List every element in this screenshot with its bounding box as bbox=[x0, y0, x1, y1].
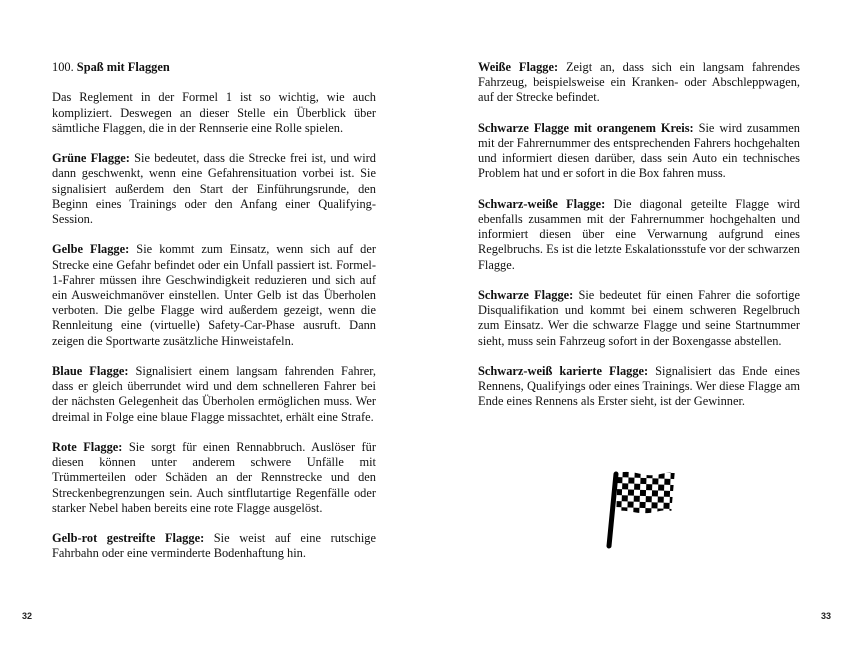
entry-text: Zeigt an, dass sich ein langsam fahrendes Fahrzeug, beispielsweise ein Kranken- oder Abschleppwagen, auf der Strecke befindet. bbox=[478, 60, 800, 105]
entry-black-flag bbox=[478, 288, 800, 349]
entry-black-white-flag bbox=[478, 197, 800, 273]
entry-term: Rote Flagge: bbox=[52, 440, 123, 454]
entry-term: Schwarze Flagge: bbox=[478, 288, 574, 302]
entry-text: Sie sorgt für einen Rennabbruch. Auslöser für diesen können unter anderem schwere Unfälle mit Trümmerteilen oder Schäden an der Rennstrecke und den Streckenbegrenzungen sein. Auch sintflutartige Regenfälle oder starker Nebel haben bereits eine rote Flagge ausgelöst. bbox=[52, 440, 377, 515]
chapter-title: Spaß mit Flaggen bbox=[76, 60, 170, 74]
entry-term: Gelb-rot gestreifte Flagge: bbox=[52, 531, 205, 546]
left-page bbox=[0, 0, 426, 648]
entry-term: Grüne Flagge: bbox=[52, 151, 130, 166]
checkered-flag-icon bbox=[604, 466, 684, 552]
entry-green-flag bbox=[52, 151, 376, 227]
entry-yellow-flag bbox=[52, 242, 376, 348]
entry-blue-flag bbox=[52, 364, 376, 425]
entry-text: Sie bedeutet, dass die Strecke frei ist, und wird dann geschwenkt, wenn eine Gefahrensituation vorbei ist. Sie signalisiert außerdem den Start der Einführungsrunde, den Beginn eines Trainings oder den Anfang einer Qualifying-Session. bbox=[52, 151, 376, 226]
entry-term: Schwarz-weiß karierte Flagge: bbox=[478, 364, 649, 378]
chapter-heading bbox=[52, 60, 376, 75]
entry-black-orange-flag bbox=[478, 121, 800, 182]
entry-term: Weiße Flagge: bbox=[478, 60, 559, 74]
entry-text: Signalisiert einem langsam fahrenden Fahrer, dass er gleich überrundet wird und dem schnelleren Fahrer bei der nächsten Gelegenheit das Überholen ermöglichen muss. Wer dreimal in Folge eine blaue Flagge missachtet, erhält eine Strafe. bbox=[52, 364, 376, 424]
entry-term: Blaue Flagge: bbox=[52, 364, 129, 378]
page-number-right: 33 bbox=[820, 611, 831, 621]
entry-term: Gelbe Flagge: bbox=[52, 242, 130, 257]
entry-checkered-flag bbox=[478, 364, 800, 410]
left-text-column bbox=[52, 60, 376, 577]
chapter-number: 100. bbox=[52, 60, 74, 74]
entry-yellow-red-flag bbox=[52, 531, 376, 561]
entry-white-flag bbox=[478, 60, 800, 106]
entry-term: Schwarze Flagge mit orangenem Kreis: bbox=[478, 120, 694, 135]
entry-text: Sie wird zusammen mit der Fahrernummer des entsprechenden Fahrers hochgehalten und informiert diesen darüber, dass sein Auto ein technisches Problem hat und er sofort in die Box fahren muss. bbox=[478, 120, 800, 181]
entry-text: Signalisiert das Ende eines Rennens, Qualifyings oder eines Trainings. Wer diese Flagge am Ende eines Rennens als Erster sieht, ist der Gewinner. bbox=[478, 364, 800, 409]
entry-text: Sie bedeutet für einen Fahrer die sofortige Disqualifikation und kommt bei einem schweren Regelbruch zum Einsatz. Wer die schwarze Flagge und seine Startnummer sieht, muss sein Fahrzeug sofort in der Boxengasse abstellen. bbox=[478, 288, 800, 348]
right-text-column bbox=[478, 60, 800, 425]
entry-text: Sie kommt zum Einsatz, wenn sich auf der Strecke eine Gefahr befindet oder ein Unfall passiert ist. Formel-1-Fahrer müssen ihre Geschwindigkeit reduzieren und sich auf ein Ausweichmanöver einstellen. Unter Gelb ist das Überholen verboten. Die gelbe Flagge wird außerdem gezeigt, wenn die Rennleitung eine (virtuelle) Safety-Car-Phase ausruft. Dann zeigen die Sportwarte zusätzliche Hinweistafeln. bbox=[52, 242, 376, 348]
entry-red-flag bbox=[52, 440, 376, 516]
intro-paragraph: Das Reglement in der Formel 1 ist so wichtig, wie auch kompliziert. Deswegen an dieser Stelle ein Überblick über sämtliche Flaggen, die in der Rennserie eine Rolle spielen. bbox=[52, 90, 376, 135]
entry-text: Sie weist auf eine rutschige Fahrbahn oder eine verminderte Bodenhaftung hin. bbox=[52, 531, 376, 561]
page-number-left: 32 bbox=[22, 611, 33, 621]
entry-term: Schwarz-weiße Flagge: bbox=[478, 196, 606, 211]
right-page bbox=[426, 0, 853, 648]
entry-text: Die diagonal geteilte Flagge wird ebenfalls zusammen mit der Fahrernummer hochgehalten und informiert diesen über eine Verwarnung aufgrund eines Regelbruchs. Es ist die letzte Eskalationsstufe vor der schwarzen Flagge. bbox=[478, 196, 800, 272]
